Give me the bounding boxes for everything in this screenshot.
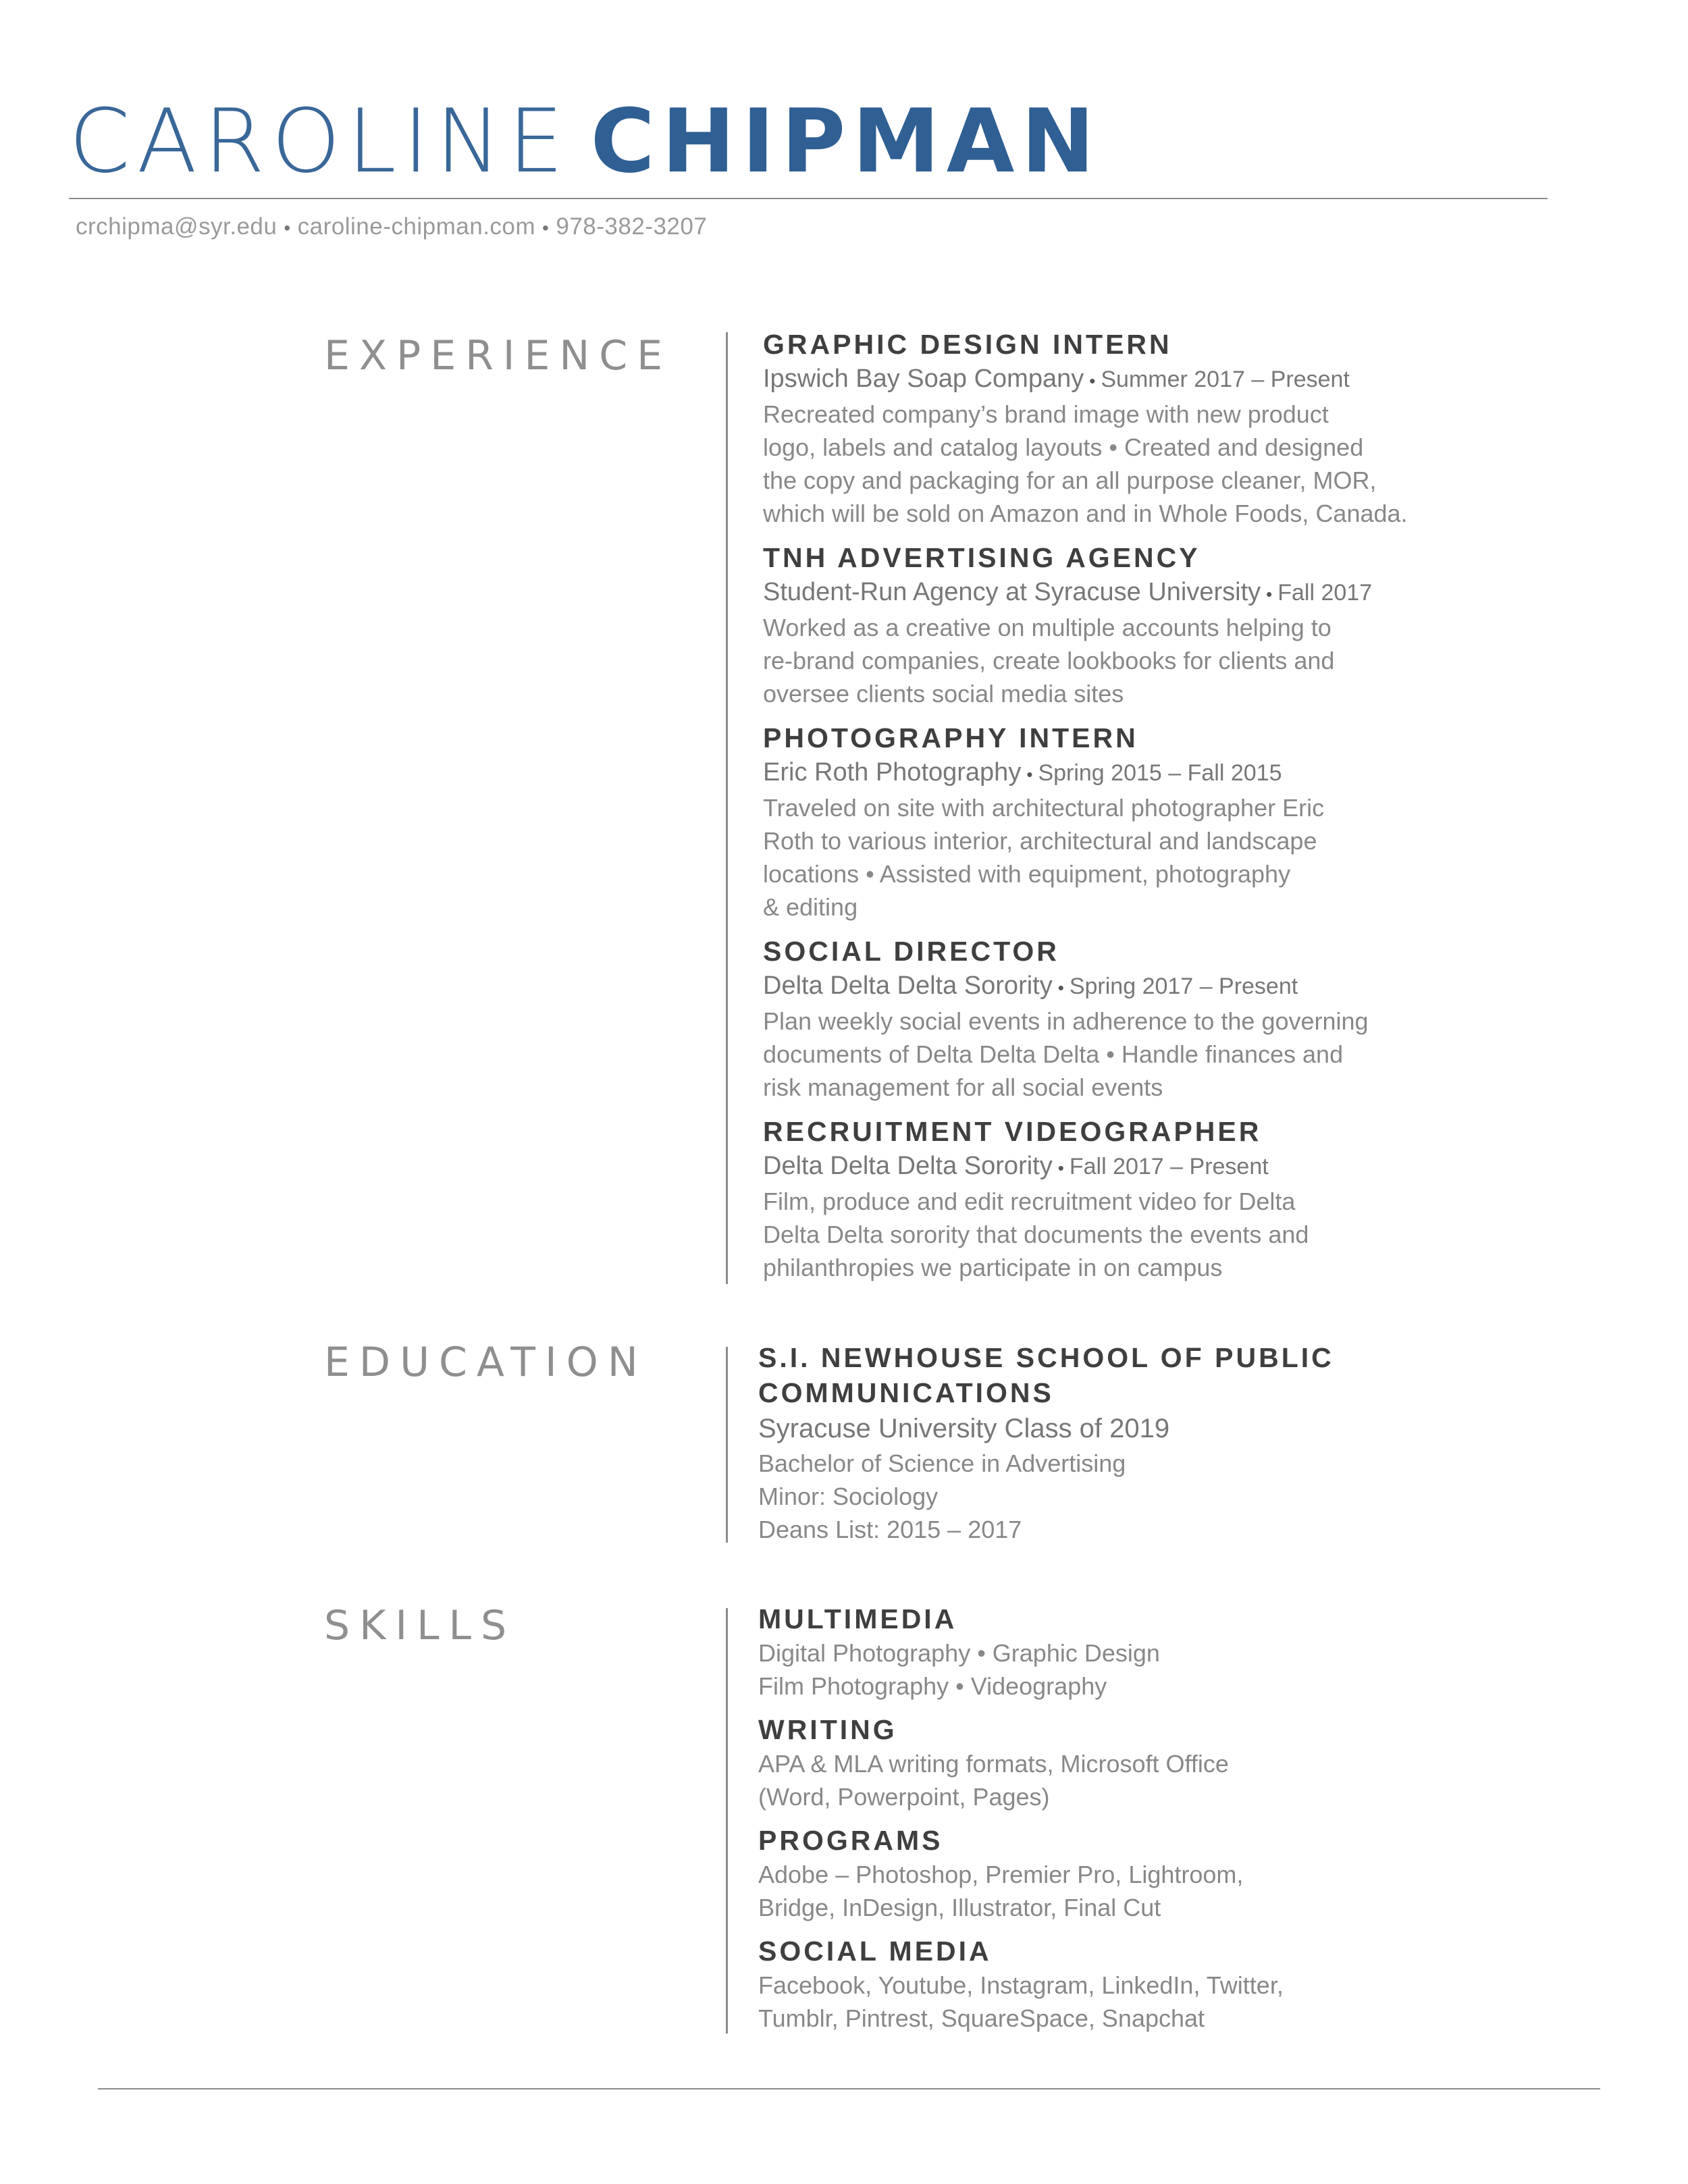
experience-divider bbox=[726, 332, 728, 1284]
experience-entry bbox=[763, 327, 1546, 530]
skill-line: Digital Photography • Graphic Design bbox=[758, 1639, 1160, 1667]
experience-description-line: re-brand companies, create lookbooks for clients and bbox=[763, 647, 1335, 674]
skill-group bbox=[758, 1934, 1541, 2035]
separator-dot: • bbox=[542, 217, 550, 238]
skill-title: SOCIAL MEDIA bbox=[758, 1936, 992, 1967]
experience-title: SOCIAL DIRECTOR bbox=[763, 936, 1059, 967]
section-title-experience: EXPERIENCE bbox=[324, 332, 672, 379]
experience-description-line: Plan weekly social events in adherence to the governing bbox=[763, 1007, 1369, 1035]
experience-subtitle bbox=[763, 575, 1546, 611]
separator-dot: • bbox=[284, 217, 291, 238]
experience-subtitle bbox=[763, 969, 1546, 1005]
skill-group bbox=[758, 1823, 1541, 1924]
experience-org: Eric Roth Photography bbox=[763, 758, 1022, 787]
section-title-skills: SKILLS bbox=[324, 1602, 517, 1649]
experience-description-line: logo, labels and catalog layouts • Created and designed bbox=[763, 433, 1364, 461]
skill-line: Adobe – Photoshop, Premier Pro, Lightroom, bbox=[758, 1861, 1244, 1888]
experience-org: Delta Delta Delta Sorority bbox=[763, 1152, 1053, 1180]
skill-group bbox=[758, 1601, 1541, 1703]
experience-description-line: Recreated company’s brand image with new product bbox=[763, 400, 1329, 428]
experience-description-line: Film, produce and edit recruitment video for Delta bbox=[763, 1188, 1296, 1215]
separator-dot: • bbox=[1057, 978, 1064, 998]
experience-description-line: locations • Assisted with equipment, photography bbox=[763, 860, 1291, 888]
first-name: CAROLINE bbox=[69, 90, 571, 192]
skill-line: Facebook, Youtube, Instagram, LinkedIn, Twitter, bbox=[758, 1971, 1284, 1999]
education-entry bbox=[758, 1340, 1541, 1546]
experience-description-line: documents of Delta Delta Delta • Handle finances and bbox=[763, 1040, 1344, 1068]
experience-org: Student-Run Agency at Syracuse University bbox=[763, 578, 1261, 606]
experience-list bbox=[763, 327, 1546, 1294]
experience-title: TNH ADVERTISING AGENCY bbox=[763, 542, 1201, 573]
experience-entry bbox=[763, 1114, 1546, 1284]
education-minor: Minor: Sociology bbox=[758, 1483, 939, 1510]
experience-subtitle bbox=[763, 755, 1546, 791]
contact-line bbox=[76, 212, 707, 243]
experience-subtitle bbox=[763, 1149, 1546, 1185]
experience-entry bbox=[763, 540, 1546, 710]
experience-description-line: Delta Delta sorority that documents the events and bbox=[763, 1221, 1309, 1248]
experience-entry bbox=[763, 934, 1546, 1104]
education-school: Syracuse University Class of 2019 bbox=[758, 1414, 1170, 1443]
education-divider bbox=[726, 1347, 728, 1543]
experience-description-line: Worked as a creative on multiple accounts helping to bbox=[763, 614, 1331, 641]
experience-description-line: Traveled on site with architectural photographer Eric bbox=[763, 794, 1325, 822]
experience-title: RECRUITMENT VIDEOGRAPHER bbox=[763, 1116, 1262, 1147]
education-title-cont: COMMUNICATIONS bbox=[758, 1377, 1054, 1408]
skill-title: WRITING bbox=[758, 1714, 897, 1745]
section-title-education: EDUCATION bbox=[324, 1339, 648, 1386]
separator-dot: • bbox=[1266, 584, 1273, 604]
experience-description-line: philanthropies we participate in on campus bbox=[763, 1254, 1223, 1281]
experience-description-line: & editing bbox=[763, 893, 858, 921]
education-title: S.I. NEWHOUSE SCHOOL OF PUBLIC bbox=[758, 1342, 1334, 1373]
experience-dates: Fall 2017 bbox=[1277, 580, 1373, 606]
skill-group bbox=[758, 1712, 1541, 1813]
skill-line: (Word, Powerpoint, Pages) bbox=[758, 1783, 1050, 1811]
experience-dates: Fall 2017 – Present bbox=[1069, 1154, 1269, 1179]
experience-org: Ipswich Bay Soap Company bbox=[763, 365, 1084, 393]
experience-description-line: risk management for all social events bbox=[763, 1073, 1163, 1101]
skill-line: Film Photography • Videography bbox=[758, 1672, 1107, 1700]
education-degree: Bachelor of Science in Advertising bbox=[758, 1449, 1126, 1477]
skill-line: Bridge, InDesign, Illustrator, Final Cut bbox=[758, 1894, 1161, 1921]
experience-dates: Spring 2015 – Fall 2015 bbox=[1038, 760, 1282, 786]
experience-dates: Spring 2017 – Present bbox=[1069, 974, 1298, 999]
email-text: crchipma@syr.edu bbox=[76, 213, 278, 240]
experience-title: GRAPHIC DESIGN INTERN bbox=[763, 329, 1172, 360]
footer-divider bbox=[98, 2088, 1600, 2089]
skills-list bbox=[758, 1601, 1541, 2044]
last-name: CHIPMAN bbox=[590, 90, 1102, 192]
skills-divider bbox=[726, 1608, 728, 2033]
skill-title: MULTIMEDIA bbox=[758, 1603, 957, 1634]
experience-description-line: the copy and packaging for an all purpose cleaner, MOR, bbox=[763, 467, 1377, 494]
skill-line: APA & MLA writing formats, Microsoft Office bbox=[758, 1750, 1229, 1778]
experience-description-line: which will be sold on Amazon and in Whole Foods, Canada. bbox=[763, 500, 1408, 527]
header-divider bbox=[69, 198, 1548, 199]
separator-dot: • bbox=[1089, 371, 1096, 391]
experience-title: PHOTOGRAPHY INTERN bbox=[763, 722, 1138, 753]
experience-description-line: Roth to various interior, architectural and landscape bbox=[763, 827, 1317, 855]
skill-line: Tumblr, Pintrest, SquareSpace, Snapchat bbox=[758, 2004, 1205, 2032]
experience-entry bbox=[763, 720, 1546, 924]
phone-text: 978-382-3207 bbox=[556, 213, 708, 240]
resume-name bbox=[69, 90, 1101, 192]
separator-dot: • bbox=[1057, 1158, 1064, 1178]
skill-title: PROGRAMS bbox=[758, 1825, 943, 1856]
experience-dates: Summer 2017 – Present bbox=[1101, 367, 1350, 392]
education-honors: Deans List: 2015 – 2017 bbox=[758, 1516, 1022, 1543]
separator-dot: • bbox=[1026, 764, 1033, 784]
website-text: caroline-chipman.com bbox=[297, 213, 536, 240]
experience-subtitle bbox=[763, 362, 1546, 398]
experience-org: Delta Delta Delta Sorority bbox=[763, 971, 1053, 1000]
experience-description-line: oversee clients social media sites bbox=[763, 680, 1124, 708]
